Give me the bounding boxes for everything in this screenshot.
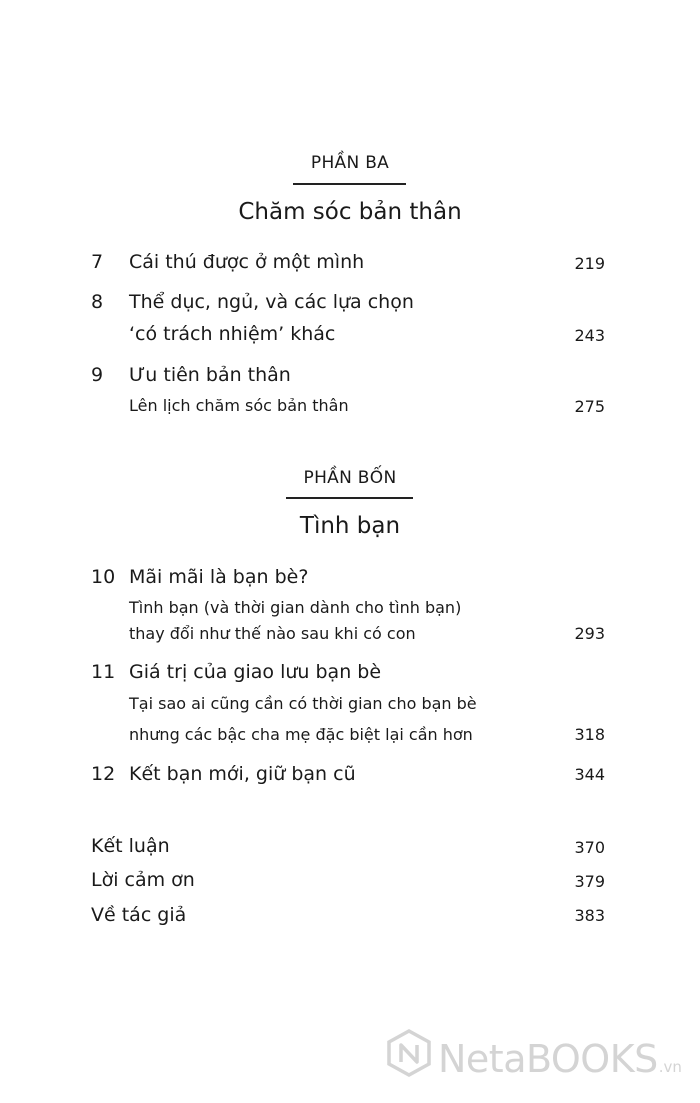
watermark <box>384 1028 682 1081</box>
chapter-title: Giá trị của giao lưu bạn bè <box>129 661 382 683</box>
back-matter-page: 383 <box>574 906 605 925</box>
part-3-rule <box>293 183 406 185</box>
back-matter-title: Lời cảm ơn <box>91 869 195 891</box>
chapter-number: 8 <box>91 291 104 313</box>
chapter-subtitle: nhưng các bậc cha mẹ đặc biệt lại cần hơn <box>129 725 473 744</box>
chapter-page: 275 <box>574 397 605 416</box>
chapter-page: 344 <box>574 765 605 784</box>
part-3-title: Chăm sóc bản thân <box>238 199 462 225</box>
chapter-number: 7 <box>91 251 104 273</box>
chapter-page: 219 <box>574 254 605 273</box>
chapter-subtitle: Tại sao ai cũng cần có thời gian cho bạn bè <box>129 694 477 713</box>
chapter-title: Ưu tiên bản thân <box>129 364 291 386</box>
chapter-page: 243 <box>574 326 605 345</box>
part-4-title: Tình bạn <box>299 513 401 539</box>
chapter-page: 293 <box>574 624 605 643</box>
chapter-subtitle: Lên lịch chăm sóc bản thân <box>129 396 349 415</box>
chapter-page: 318 <box>574 725 605 744</box>
chapter-title-line-2: ‘có trách nhiệm’ khác <box>129 323 336 345</box>
chapter-subtitle: thay đổi như thế nào sau khi có con <box>129 624 416 643</box>
netabooks-logo-icon <box>384 1028 434 1078</box>
back-matter-title: Về tác giả <box>91 904 187 926</box>
part-3-label: PHẦN BA <box>310 153 390 173</box>
chapter-title: Kết bạn mới, giữ bạn cũ <box>129 763 356 785</box>
chapter-number: 12 <box>91 763 116 785</box>
chapter-title: Mãi mãi là bạn bè? <box>129 566 309 588</box>
part-4-label: PHẦN BỐN <box>303 468 397 488</box>
chapter-number: 10 <box>91 566 116 588</box>
watermark-brand: NetaBOOKS <box>438 1037 658 1081</box>
chapter-title: Thể dục, ngủ, và các lựa chọn <box>129 291 414 313</box>
watermark-suffix: .vn <box>658 1058 682 1076</box>
part-4-rule <box>286 497 413 499</box>
back-matter-page: 370 <box>574 838 605 857</box>
back-matter-page: 379 <box>574 872 605 891</box>
chapter-number: 11 <box>91 661 116 683</box>
chapter-number: 9 <box>91 364 104 386</box>
chapter-title: Cái thú được ở một mình <box>129 251 365 273</box>
back-matter-title: Kết luận <box>91 835 170 857</box>
chapter-subtitle: Tình bạn (và thời gian dành cho tình bạn) <box>129 598 462 617</box>
